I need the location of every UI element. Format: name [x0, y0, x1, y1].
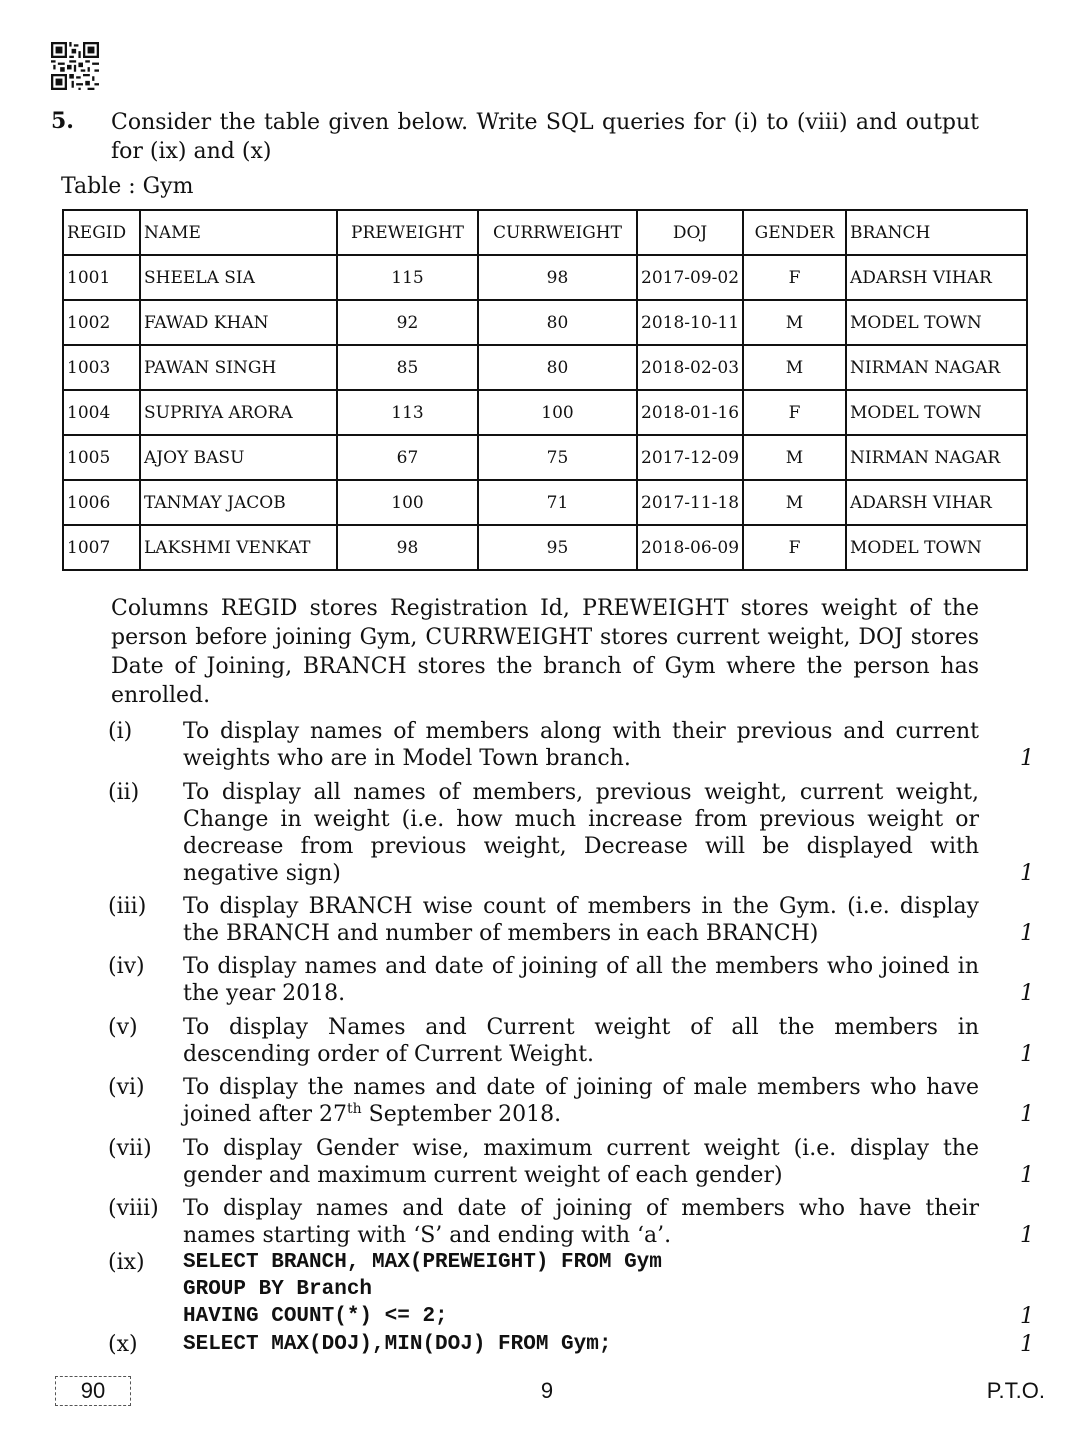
sub-question-label: (x): [108, 1332, 138, 1357]
sub-question-label: (vi): [108, 1075, 145, 1100]
column-description: Columns REGID stores Registration Id, PREWEIGHT stores weight of the person before joining Gym, CURRWEIGHT stores current weight, DOJ stores Date of Joining, BRANCH stores the branch of Gym where the person has enrolled.: [111, 596, 979, 708]
table-cell: AJOY BASU: [140, 435, 337, 480]
ordinal-superscript: th: [347, 1100, 362, 1117]
sql-code-block: [183, 1249, 979, 1330]
sql-code-line: HAVING COUNT(*) <= 2;: [183, 1305, 448, 1328]
table-cell: PAWAN SINGH: [140, 345, 337, 390]
table-cell: 67: [337, 435, 478, 480]
sub-question-item: [0, 1331, 1091, 1358]
sub-question-label: (iv): [108, 954, 145, 979]
sub-question-item: [0, 1195, 1091, 1249]
table-cell: F: [743, 255, 846, 300]
table-cell: MODEL TOWN: [846, 300, 1027, 345]
sub-question-item: [0, 1135, 1091, 1189]
table-cell: 85: [337, 345, 478, 390]
sub-question-item: [0, 779, 1091, 887]
marks-label: 1: [1020, 981, 1034, 1006]
sub-question-text: To display all names of members, previous weight, current weight, Change in weight (i.e. how much increase from previous weight or decrease from previous weight, Decrease will be displayed with negative sign): [183, 780, 979, 886]
paper-code: 90: [55, 1376, 131, 1406]
table-cell: 2018-06-09: [637, 525, 743, 570]
sub-question-text: To display Names and Current weight of all the members in descending order of Current Weight.: [183, 1015, 979, 1067]
table-cell: 2017-09-02: [637, 255, 743, 300]
table-cell: 2017-12-09: [637, 435, 743, 480]
table-cell: 95: [478, 525, 637, 570]
table-cell: LAKSHMI VENKAT: [140, 525, 337, 570]
table-header-cell: GENDER: [743, 210, 846, 255]
table-cell: 100: [478, 390, 637, 435]
table-cell: MODEL TOWN: [846, 525, 1027, 570]
table-row: [63, 390, 1027, 435]
table-cell: M: [743, 435, 846, 480]
sub-question-text: To display BRANCH wise count of members in the Gym. (i.e. display the BRANCH and number of members in each BRANCH): [183, 894, 979, 946]
marks-label: 1: [1020, 1102, 1034, 1127]
table-cell: 115: [337, 255, 478, 300]
table-header-cell: REGID: [63, 210, 140, 255]
marks-label: 1: [1020, 746, 1034, 771]
table-header-cell: CURRWEIGHT: [478, 210, 637, 255]
sub-question-item: [0, 1249, 1091, 1330]
table-cell: 80: [478, 345, 637, 390]
sql-code-line: SELECT BRANCH, MAX(PREWEIGHT) FROM Gym: [183, 1251, 662, 1274]
table-cell: 100: [337, 480, 478, 525]
table-cell: 1007: [63, 525, 140, 570]
sub-question-text: [183, 1074, 979, 1128]
table-row: [63, 345, 1027, 390]
sub-question-label: (viii): [108, 1196, 159, 1221]
table-cell: F: [743, 390, 846, 435]
pto-label: P.T.O.: [986, 1378, 1045, 1403]
qr-code-icon: [51, 42, 99, 90]
question-number: 5.: [51, 108, 74, 134]
sub-question-item: [0, 953, 1091, 1007]
sub-question-item: [0, 718, 1091, 772]
table-cell: 113: [337, 390, 478, 435]
marks-label: 1: [1020, 861, 1034, 886]
marks-label: 1: [1020, 921, 1034, 946]
table-cell: MODEL TOWN: [846, 390, 1027, 435]
table-row: [63, 300, 1027, 345]
table-cell: ADARSH VIHAR: [846, 480, 1027, 525]
table-row: [63, 480, 1027, 525]
table-cell: 1005: [63, 435, 140, 480]
table-cell: 2018-01-16: [637, 390, 743, 435]
sub-question-text: To display Gender wise, maximum current weight (i.e. display the gender and maximum current weight of each gender): [183, 1136, 979, 1188]
marks-label: 1: [1020, 1304, 1034, 1329]
marks-label: 1: [1020, 1163, 1034, 1188]
sub-question-label: (i): [108, 719, 133, 744]
table-cell: 80: [478, 300, 637, 345]
table-cell: M: [743, 480, 846, 525]
table-header-cell: DOJ: [637, 210, 743, 255]
table-cell: 2017-11-18: [637, 480, 743, 525]
table-cell: FAWAD KHAN: [140, 300, 337, 345]
table-cell: TANMAY JACOB: [140, 480, 337, 525]
table-cell: 1006: [63, 480, 140, 525]
table-cell: NIRMAN NAGAR: [846, 345, 1027, 390]
marks-label: 1: [1020, 1042, 1034, 1067]
table-cell: 75: [478, 435, 637, 480]
table-header-cell: PREWEIGHT: [337, 210, 478, 255]
table-header-cell: BRANCH: [846, 210, 1027, 255]
table-cell: SUPRIYA ARORA: [140, 390, 337, 435]
sub-question-text-part: September 2018.: [361, 1102, 562, 1127]
table-row: [63, 525, 1027, 570]
marks-label: 1: [1020, 1332, 1034, 1357]
sub-question-label: (ix): [108, 1250, 145, 1275]
sub-question-text: To display names of members along with their previous and current weights who are in Model Town branch.: [183, 719, 979, 771]
table-cell: 92: [337, 300, 478, 345]
table-row: [63, 435, 1027, 480]
table-cell: 2018-02-03: [637, 345, 743, 390]
sub-question-text: To display names and date of joining of members who have their names starting with ‘S’ and ending with ‘a’.: [183, 1196, 979, 1248]
table-cell: M: [743, 345, 846, 390]
page-number: 9: [540, 1378, 554, 1403]
sub-question-label: (v): [108, 1015, 138, 1040]
table-cell: 1002: [63, 300, 140, 345]
table-cell: F: [743, 525, 846, 570]
table-header-row: [63, 210, 1027, 255]
sql-code-block: [183, 1331, 979, 1358]
table-cell: 71: [478, 480, 637, 525]
table-caption: Table : Gym: [61, 174, 194, 199]
table-cell: 1003: [63, 345, 140, 390]
sub-question-item: [0, 1074, 1091, 1128]
table-cell: NIRMAN NAGAR: [846, 435, 1027, 480]
question-text: Consider the table given below. Write SQL queries for (i) to (viii) and output for (ix) and (x): [111, 110, 979, 164]
sub-question-text-part: To display the names and date of joining of male members who have joined after 27: [183, 1075, 979, 1127]
table-cell: 2018-10-11: [637, 300, 743, 345]
sub-question-item: [0, 893, 1091, 947]
sub-question-label: (ii): [108, 780, 140, 805]
table-cell: 1004: [63, 390, 140, 435]
table-cell: 1001: [63, 255, 140, 300]
table-cell: 98: [337, 525, 478, 570]
sub-question-text: To display names and date of joining of all the members who joined in the year 2018.: [183, 954, 979, 1006]
table-row: [63, 255, 1027, 300]
gym-table: [62, 209, 1028, 571]
table-cell: M: [743, 300, 846, 345]
table-header-cell: NAME: [140, 210, 337, 255]
table-cell: SHEELA SIA: [140, 255, 337, 300]
sub-question-label: (iii): [108, 894, 147, 919]
sub-question-item: [0, 1014, 1091, 1068]
marks-label: 1: [1020, 1223, 1034, 1248]
sub-question-label: (vii): [108, 1136, 152, 1161]
sql-code-line: SELECT MAX(DOJ),MIN(DOJ) FROM Gym;: [183, 1333, 612, 1356]
table-cell: 98: [478, 255, 637, 300]
sql-code-line: GROUP BY Branch: [183, 1278, 373, 1301]
table-cell: ADARSH VIHAR: [846, 255, 1027, 300]
